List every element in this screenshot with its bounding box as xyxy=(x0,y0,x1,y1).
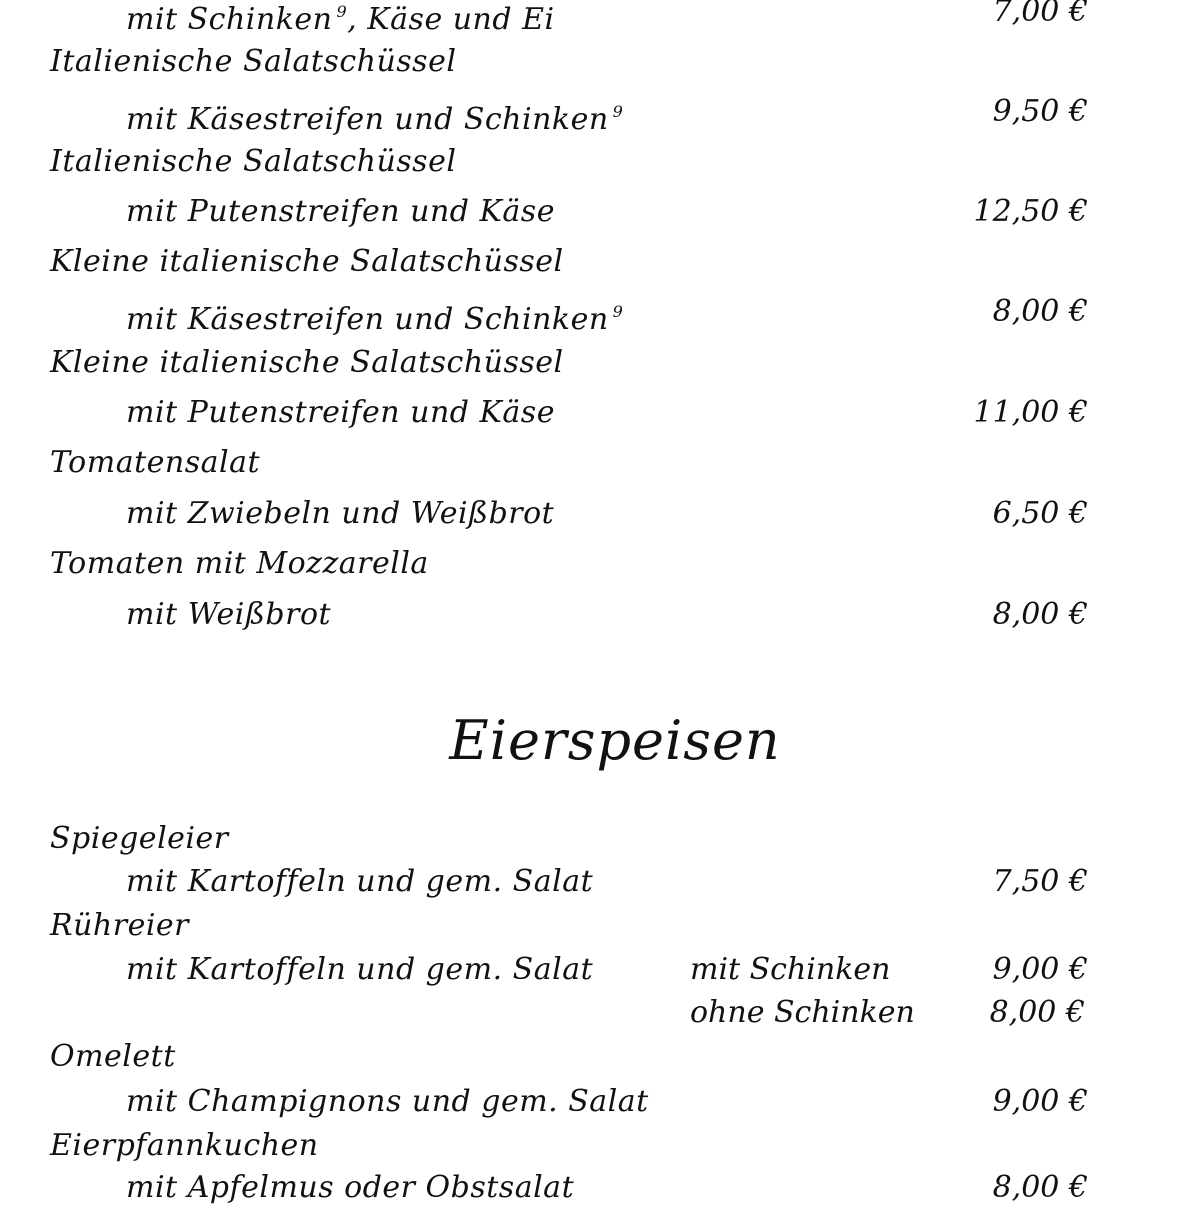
item-price: 11,00 € xyxy=(973,395,1088,430)
item-description-continued: , Käse und Ei xyxy=(347,2,555,37)
section-title-eierspeisen: Eierspeisen xyxy=(449,709,781,772)
item-description: mit Putenstreifen und Käse xyxy=(126,395,555,430)
item-name: Kleine italienische Salatschüssel xyxy=(50,244,564,279)
item-price: 7,00 € xyxy=(992,0,1088,29)
menu-item-name-line xyxy=(0,441,1200,485)
item-price: 6,50 € xyxy=(992,496,1088,531)
item-name: Tomatensalat xyxy=(50,445,261,480)
item-description: mit Putenstreifen und Käse xyxy=(126,194,555,229)
item-description: mit Kartoffeln und gem. Salat xyxy=(126,952,594,987)
menu-item-name-line xyxy=(0,904,1200,948)
allergen-footnote: 9 xyxy=(336,2,348,21)
item-name: Tomaten mit Mozzarella xyxy=(50,546,429,581)
menu-item-description-line xyxy=(0,290,1200,337)
menu-item-variant-line xyxy=(0,991,1200,1035)
menu-item-description-line xyxy=(0,1080,1200,1124)
item-price: 9,00 € xyxy=(992,1084,1088,1119)
item-description: mit Käsestreifen und Schinken xyxy=(126,102,609,137)
item-price: 8,00 € xyxy=(992,1170,1088,1205)
menu-item-name-line xyxy=(0,1035,1200,1079)
menu-item-description-line xyxy=(0,1166,1200,1210)
menu-item-description-line xyxy=(0,391,1200,435)
item-name: Rühreier xyxy=(50,908,190,943)
item-price: 8,00 € xyxy=(989,995,1085,1030)
item-description: mit Apfelmus oder Obstsalat xyxy=(126,1170,575,1205)
menu-item-description-line xyxy=(0,593,1200,637)
menu-item-description-line xyxy=(0,860,1200,904)
menu-item-name-line xyxy=(0,542,1200,586)
menu-item-description-line xyxy=(0,190,1200,234)
menu-item-name-line xyxy=(0,240,1200,284)
item-name: Eierpfannkuchen xyxy=(50,1128,319,1163)
item-price: 8,00 € xyxy=(992,597,1088,632)
item-name: Italienische Salatschüssel xyxy=(50,44,457,79)
variant-label: mit Schinken xyxy=(690,952,891,987)
allergen-footnote: 9 xyxy=(612,102,624,121)
variant-label: ohne Schinken xyxy=(690,995,915,1030)
menu-item-name-line xyxy=(0,140,1200,184)
item-name: Kleine italienische Salatschüssel xyxy=(50,345,564,380)
item-description: mit Kartoffeln und gem. Salat xyxy=(126,864,594,899)
item-description: mit Käsestreifen und Schinken xyxy=(126,302,609,337)
menu-item-name-line xyxy=(0,817,1200,861)
menu-item-description-line xyxy=(0,492,1200,536)
item-price: 8,00 € xyxy=(992,294,1088,329)
menu-item-description-line xyxy=(0,90,1200,137)
menu-item-description-line xyxy=(0,948,1200,992)
item-description: mit Weißbrot xyxy=(126,597,332,632)
item-price: 12,50 € xyxy=(973,194,1088,229)
item-description: mit Zwiebeln und Weißbrot xyxy=(126,496,555,531)
item-description: mit Schinken xyxy=(126,2,333,37)
item-price: 9,00 € xyxy=(992,952,1088,987)
item-price: 7,50 € xyxy=(992,864,1088,899)
item-price: 9,50 € xyxy=(992,94,1088,129)
item-name: Spiegeleier xyxy=(50,821,229,856)
menu-item-name-line xyxy=(0,341,1200,385)
item-name: Italienische Salatschüssel xyxy=(50,144,457,179)
allergen-footnote: 9 xyxy=(612,302,624,321)
menu-item-name-line xyxy=(0,40,1200,84)
menu-item-description-line xyxy=(0,0,1200,37)
menu-item-name-line xyxy=(0,1124,1200,1168)
item-name: Omelett xyxy=(50,1039,176,1074)
item-description: mit Champignons und gem. Salat xyxy=(126,1084,649,1119)
